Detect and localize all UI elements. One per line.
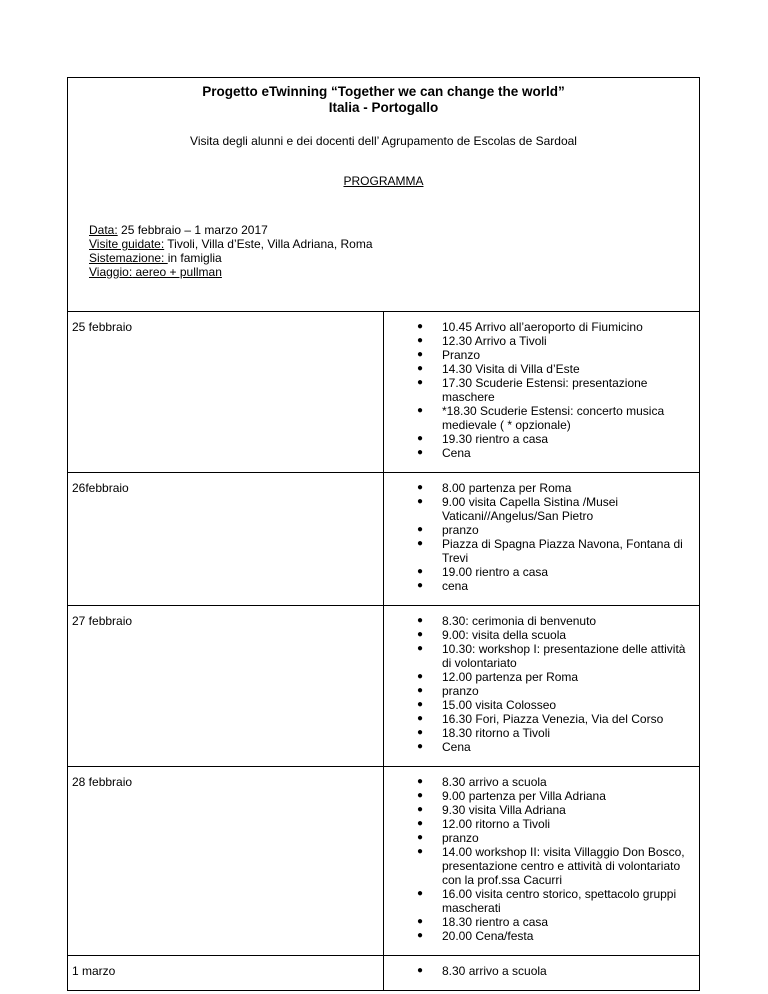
days-body — [68, 312, 700, 991]
activity-item — [384, 740, 699, 754]
info-label: Data: — [89, 223, 118, 237]
subtitle-line: Italia - Portogallo — [328, 100, 439, 115]
day-row — [68, 956, 700, 991]
activity-item — [384, 628, 699, 642]
activity-item — [384, 404, 699, 432]
activity-text: 10.45 Arrivo all’aeroporto di Fiumicino — [442, 320, 643, 334]
activity-item — [384, 712, 699, 726]
bullet-icon: ● — [417, 741, 424, 752]
program-table — [67, 77, 700, 991]
activity-text: 19.00 rientro a casa — [442, 565, 549, 579]
activity-text: 14.30 Visita di Villa d’Este — [442, 362, 580, 376]
day-activities — [384, 767, 700, 956]
activity-text: 8.30 arrivo a scuola — [442, 775, 547, 789]
activity-text: 14.00 workshop II: visita Villaggio Don Bosco, presentazione centro e attività di volontariato con la prof.ssa Cacurri — [442, 845, 685, 887]
activity-list — [384, 775, 699, 943]
activity-text: 12.00 partenza per Roma — [442, 670, 579, 684]
activity-item — [384, 817, 699, 831]
activity-list — [384, 964, 699, 978]
activity-text: *18.30 Scuderie Estensi: concerto musica medievale ( * opzionale) — [442, 404, 665, 432]
day-row — [68, 473, 700, 606]
activity-text: 20.00 Cena/festa — [442, 929, 534, 943]
activity-text: Cena — [442, 740, 471, 754]
activity-text: 9.00: visita della scuola — [442, 628, 567, 642]
info-label: Sistemazione: — [89, 251, 168, 265]
activity-text: cena — [442, 579, 469, 593]
activity-item — [384, 670, 699, 684]
activity-item — [384, 362, 699, 376]
bullet-icon: ● — [417, 804, 424, 815]
bullet-icon: ● — [417, 790, 424, 801]
info-accommodation — [89, 251, 699, 265]
activity-text: 16.30 Fori, Piazza Venezia, Via del Corso — [442, 712, 664, 726]
activity-item — [384, 446, 699, 460]
bullet-icon: ● — [417, 699, 424, 710]
activity-text: 15.00 visita Colosseo — [442, 698, 557, 712]
bullet-icon: ● — [417, 321, 424, 332]
activity-item — [384, 481, 699, 495]
info-date — [89, 223, 699, 237]
activity-text: 12.00 ritorno a Tivoli — [442, 817, 551, 831]
activity-list — [384, 320, 699, 460]
day-activities — [384, 956, 700, 991]
bullet-icon: ● — [417, 888, 424, 899]
activity-item — [384, 579, 699, 593]
document-title — [68, 84, 699, 116]
activity-item — [384, 523, 699, 537]
activity-text: Pranzo — [442, 348, 481, 362]
activity-item — [384, 614, 699, 628]
bullet-icon: ● — [417, 496, 424, 507]
info-label: Visite guidate: — [89, 237, 165, 251]
header-cell — [68, 78, 700, 312]
bullet-icon: ● — [417, 615, 424, 626]
activity-text: 8.30 arrivo a scuola — [442, 964, 547, 978]
activity-item — [384, 929, 699, 943]
info-value: aereo + pullman — [132, 265, 222, 279]
day-date: 26febbraio — [68, 473, 384, 606]
bullet-icon: ● — [417, 776, 424, 787]
activity-item — [384, 334, 699, 348]
day-date: 28 febbraio — [68, 767, 384, 956]
bullet-icon: ● — [417, 580, 424, 591]
activity-item — [384, 964, 699, 978]
activity-item — [384, 565, 699, 579]
activity-item — [384, 887, 699, 915]
visit-description: Visita degli alunni e dei docenti dell’ Agrupamento de Escolas de Sardoal — [190, 134, 577, 148]
bullet-icon: ● — [417, 405, 424, 416]
activity-text: pranzo — [442, 831, 479, 845]
bullet-icon: ● — [417, 930, 424, 941]
activity-item — [384, 831, 699, 845]
bullet-icon: ● — [417, 349, 424, 360]
activity-item — [384, 432, 699, 446]
activity-text: 8.30: cerimonia di benvenuto — [442, 614, 597, 628]
info-tours — [89, 237, 699, 251]
trip-info — [89, 223, 699, 279]
activity-item — [384, 803, 699, 817]
activity-item — [384, 845, 699, 887]
activity-text: 19.30 rientro a casa — [442, 432, 549, 446]
bullet-icon: ● — [417, 629, 424, 640]
activity-item — [384, 320, 699, 334]
activity-text: 9.30 visita Villa Adriana — [442, 803, 566, 817]
bullet-icon: ● — [417, 433, 424, 444]
activity-text: 12.30 Arrivo a Tivoli — [442, 334, 547, 348]
activity-item — [384, 726, 699, 740]
activity-list — [384, 481, 699, 593]
day-date: 25 febbraio — [68, 312, 384, 473]
activity-text: Piazza di Spagna Piazza Navona, Fontana di Trevi — [442, 537, 683, 565]
bullet-icon: ● — [417, 965, 424, 976]
bullet-icon: ● — [417, 335, 424, 346]
bullet-icon: ● — [417, 713, 424, 724]
activity-list — [384, 614, 699, 754]
title-line: Progetto eTwinning “Together we can change the world” — [202, 84, 565, 99]
activity-item — [384, 789, 699, 803]
activity-text: pranzo — [442, 523, 479, 537]
activity-text: 9.00 partenza per Villa Adriana — [442, 789, 606, 803]
bullet-icon: ● — [417, 846, 424, 857]
program-heading: PROGRAMMA — [343, 174, 424, 188]
bullet-icon: ● — [417, 566, 424, 577]
info-travel — [89, 265, 699, 279]
activity-item — [384, 642, 699, 670]
activity-text: 10.30: workshop I: presentazione delle attività di volontariato — [442, 642, 686, 670]
activity-text: Cena — [442, 446, 471, 460]
bullet-icon: ● — [417, 916, 424, 927]
activity-item — [384, 698, 699, 712]
activity-item — [384, 684, 699, 698]
bullet-icon: ● — [417, 363, 424, 374]
day-row — [68, 606, 700, 767]
day-date: 27 febbraio — [68, 606, 384, 767]
activity-item — [384, 376, 699, 404]
activity-item — [384, 348, 699, 362]
day-activities — [384, 606, 700, 767]
info-label: Viaggio: — [89, 265, 133, 279]
info-value: Tivoli, Villa d’Este, Villa Adriana, Roma — [164, 237, 373, 251]
activity-item — [384, 915, 699, 929]
bullet-icon: ● — [417, 685, 424, 696]
info-value: in famiglia — [167, 251, 222, 265]
activity-text: pranzo — [442, 684, 479, 698]
info-value: 25 febbraio – 1 marzo 2017 — [117, 223, 268, 237]
day-row — [68, 767, 700, 956]
bullet-icon: ● — [417, 377, 424, 388]
bullet-icon: ● — [417, 832, 424, 843]
bullet-icon: ● — [417, 538, 424, 549]
day-date: 1 marzo — [68, 956, 384, 991]
activity-item — [384, 495, 699, 523]
day-row — [68, 312, 700, 473]
day-activities — [384, 312, 700, 473]
bullet-icon: ● — [417, 727, 424, 738]
activity-text: 18.30 rientro a casa — [442, 915, 549, 929]
bullet-icon: ● — [417, 524, 424, 535]
activity-text: 9.00 visita Capella Sistina /Musei Vaticani//Angelus/San Pietro — [442, 495, 619, 523]
bullet-icon: ● — [417, 482, 424, 493]
bullet-icon: ● — [417, 447, 424, 458]
bullet-icon: ● — [417, 818, 424, 829]
activity-text: 16.00 visita centro storico, spettacolo gruppi mascherati — [442, 887, 677, 915]
activity-item — [384, 775, 699, 789]
activity-text: 8.00 partenza per Roma — [442, 481, 572, 495]
activity-item — [384, 537, 699, 565]
bullet-icon: ● — [417, 671, 424, 682]
day-activities — [384, 473, 700, 606]
activity-text: 18.30 ritorno a Tivoli — [442, 726, 551, 740]
bullet-icon: ● — [417, 643, 424, 654]
activity-text: 17.30 Scuderie Estensi: presentazione maschere — [442, 376, 648, 404]
